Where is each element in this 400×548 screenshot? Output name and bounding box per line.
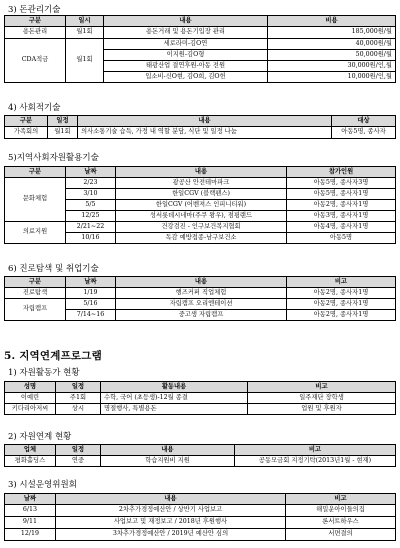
table-cell: 아동5명, 종사자 [332,127,396,139]
social-header-target: 대상 [332,116,396,127]
committee-header-date: 날짜 [5,494,56,505]
table-cell: 중고생 자립캠프 [116,310,287,321]
cda-category: CDA적금 [5,39,66,83]
money-header-content: 내용 [104,16,268,27]
career-header-note: 비고 [287,277,396,288]
community-table [4,166,396,244]
table-cell: 세로라미-김O연 [104,39,268,50]
committee-header-note: 비고 [286,494,396,505]
group-medical: 의료지원 [5,222,66,244]
volunteer-table [4,381,396,415]
social-header-category: 구분 [5,116,48,127]
table-cell: 성서롯데시네마(주쿠 왕우), 점핑랜드 [116,211,287,222]
table-cell: 50,000원/월 [268,50,396,61]
table-cell: 아동5명, 종사자1명 [287,189,396,200]
table-cell: 30,000원/인,월 [268,61,396,72]
table-cell: 한일CGV (어벤져스 인피니티워) [116,200,287,211]
table-cell: 행즈커퍼 직업체험 [116,288,287,299]
table-cell: 5/5 [66,200,116,211]
table-cell: 2/23 [66,178,116,189]
resource-header-note: 비고 [235,445,396,456]
table-cell: 연중 [56,456,101,467]
table-cell: 5/16 [66,299,116,310]
table-cell: 용돈관리 [5,27,66,39]
table-cell: 자립캠프 오리엔테이션 [116,299,287,310]
career-header-category: 구분 [5,277,66,288]
table-cell: 아동2명, 종사자1명 [287,310,396,321]
table-cell: 론서트하우스 [286,517,396,529]
table-cell: 학습지원비 지원 [101,456,235,467]
table-cell: 독감 예방접종-남구보건소 [116,233,287,244]
table-cell: 건강검진 - 인구보건복지협회 [116,222,287,233]
table-cell: 3차추가경정예산안 / 2019년 예산안 심의 [56,529,286,541]
table-cell: 가족회의 [5,127,48,139]
social-header-schedule: 일정 [48,116,78,127]
table-cell: 태광산업 결연후원-아동 전원 [104,61,268,72]
table-cell: 7/14~16 [66,310,116,321]
cda-frequency: 월1회 [66,39,104,83]
table-cell: 40,000원/월 [268,39,396,50]
table-cell: 월1회 [66,27,104,39]
community-header-category: 구분 [5,167,66,178]
career-header-date: 날짜 [66,277,116,288]
table-cell: 공동모금회 지정기탁(2013년1월 - 현재) [235,456,396,467]
money-header-cost: 비용 [268,16,396,27]
volunteer-header-note: 비고 [248,382,396,393]
money-header-date: 일시 [66,16,104,27]
career-table [4,276,396,321]
section-community-program-heading: 5. 지역연계프로그램 [4,350,102,362]
table-cell: 평화홀딩스 [5,456,56,467]
table-cell: 1/19 [66,288,116,299]
money-header-category: 구분 [5,16,66,27]
table-cell: 월1회 [48,127,78,139]
table-cell: 사업보고 및 재정보고 / 2018년 후원행사 [56,517,286,529]
table-cell: 의사소통기술 습득, 가정 내 역할 분담, 식단 및 일정 나눔 [78,127,332,139]
table-cell: 아동5명 [287,233,396,244]
table-cell: 12/19 [5,529,56,541]
career-header-content: 내용 [116,277,287,288]
section-resource-title: 2) 자원연계 현황 [8,432,72,442]
table-cell: 주1회 [56,393,101,404]
table-cell: 6/13 [5,505,56,517]
table-cell: 3/10 [66,189,116,200]
group-culture: 문화체험 [5,178,66,222]
social-table [4,115,396,139]
community-header-content: 내용 [116,167,287,178]
table-cell: 아동5명, 종사자3명 [287,178,396,189]
resource-table [4,444,396,467]
table-cell: 서면결의 [286,529,396,541]
volunteer-header-schedule: 일정 [56,382,101,393]
money-table [4,15,396,83]
section-committee-title: 3) 시설운영위원회 [8,480,77,490]
table-cell: 광공산 안전테마파크 [116,178,287,189]
table-cell: 10/16 [66,233,116,244]
resource-header-schedule: 일정 [56,445,101,456]
table-cell: 9/11 [5,517,56,529]
table-cell: 12/25 [66,211,116,222]
volunteer-header-name: 성명 [5,382,56,393]
table-cell: 아동3명, 종사자1명 [287,211,396,222]
committee-table [4,493,396,541]
table-cell: 아동4명, 종사자1명 [287,222,396,233]
table-cell: 해밀운아이들의집 [286,505,396,517]
table-cell: 업원 및 후원자 [248,404,396,415]
table-cell: 키다리아저씨 [5,404,56,415]
table-cell: 수학, 국어 (초등생)-12월 종결 [101,393,248,404]
group-camp: 자립캠프 [5,299,66,321]
table-cell: 용돈거래 및 용돈기입장 관리 [104,27,268,39]
section-volunteer-title: 1) 자원활동가 현황 [8,368,80,378]
committee-header-content: 내용 [56,494,286,505]
table-cell: 상시 [56,404,101,415]
community-header-participants: 참가인원 [287,167,396,178]
table-cell: 2차추가경정예산안 / 상반기 사업보고 [56,505,286,517]
section-community-title: 5)지역사회자원활용기술 [8,153,99,163]
table-cell: 입소비-신O현, 김O희, 김O헌 [104,72,268,83]
table-cell: 10,000원/인,월 [268,72,396,83]
table-cell: 아동2명, 종사자1명 [287,299,396,310]
section-social-title: 4) 사회적기술 [8,103,61,113]
section-money-title: 3) 돈관리기술 [8,5,61,15]
table-cell: 아동2명, 종사자1명 [287,200,396,211]
table-cell: 이예린 [5,393,56,404]
table-cell: 일주재단 장학생 [248,393,396,404]
table-cell: 185,000원/월 [268,27,396,39]
table-cell: 한일CGV (블랙팬스) [116,189,287,200]
table-cell: 아동2명, 종사자1명 [287,288,396,299]
table-cell: 2/21~22 [66,222,116,233]
table-cell: 명절행사, 특별용돈 [101,404,248,415]
section-career-title: 6) 진로탐색 및 취업기술 [8,264,99,274]
resource-header-content: 내용 [101,445,235,456]
group-career: 진로탐색 [5,288,66,299]
community-header-date: 날짜 [66,167,116,178]
volunteer-header-activity: 활동내용 [101,382,248,393]
social-header-content: 내용 [78,116,332,127]
resource-header-company: 업체 [5,445,56,456]
table-cell: 이지원-김O형 [104,50,268,61]
